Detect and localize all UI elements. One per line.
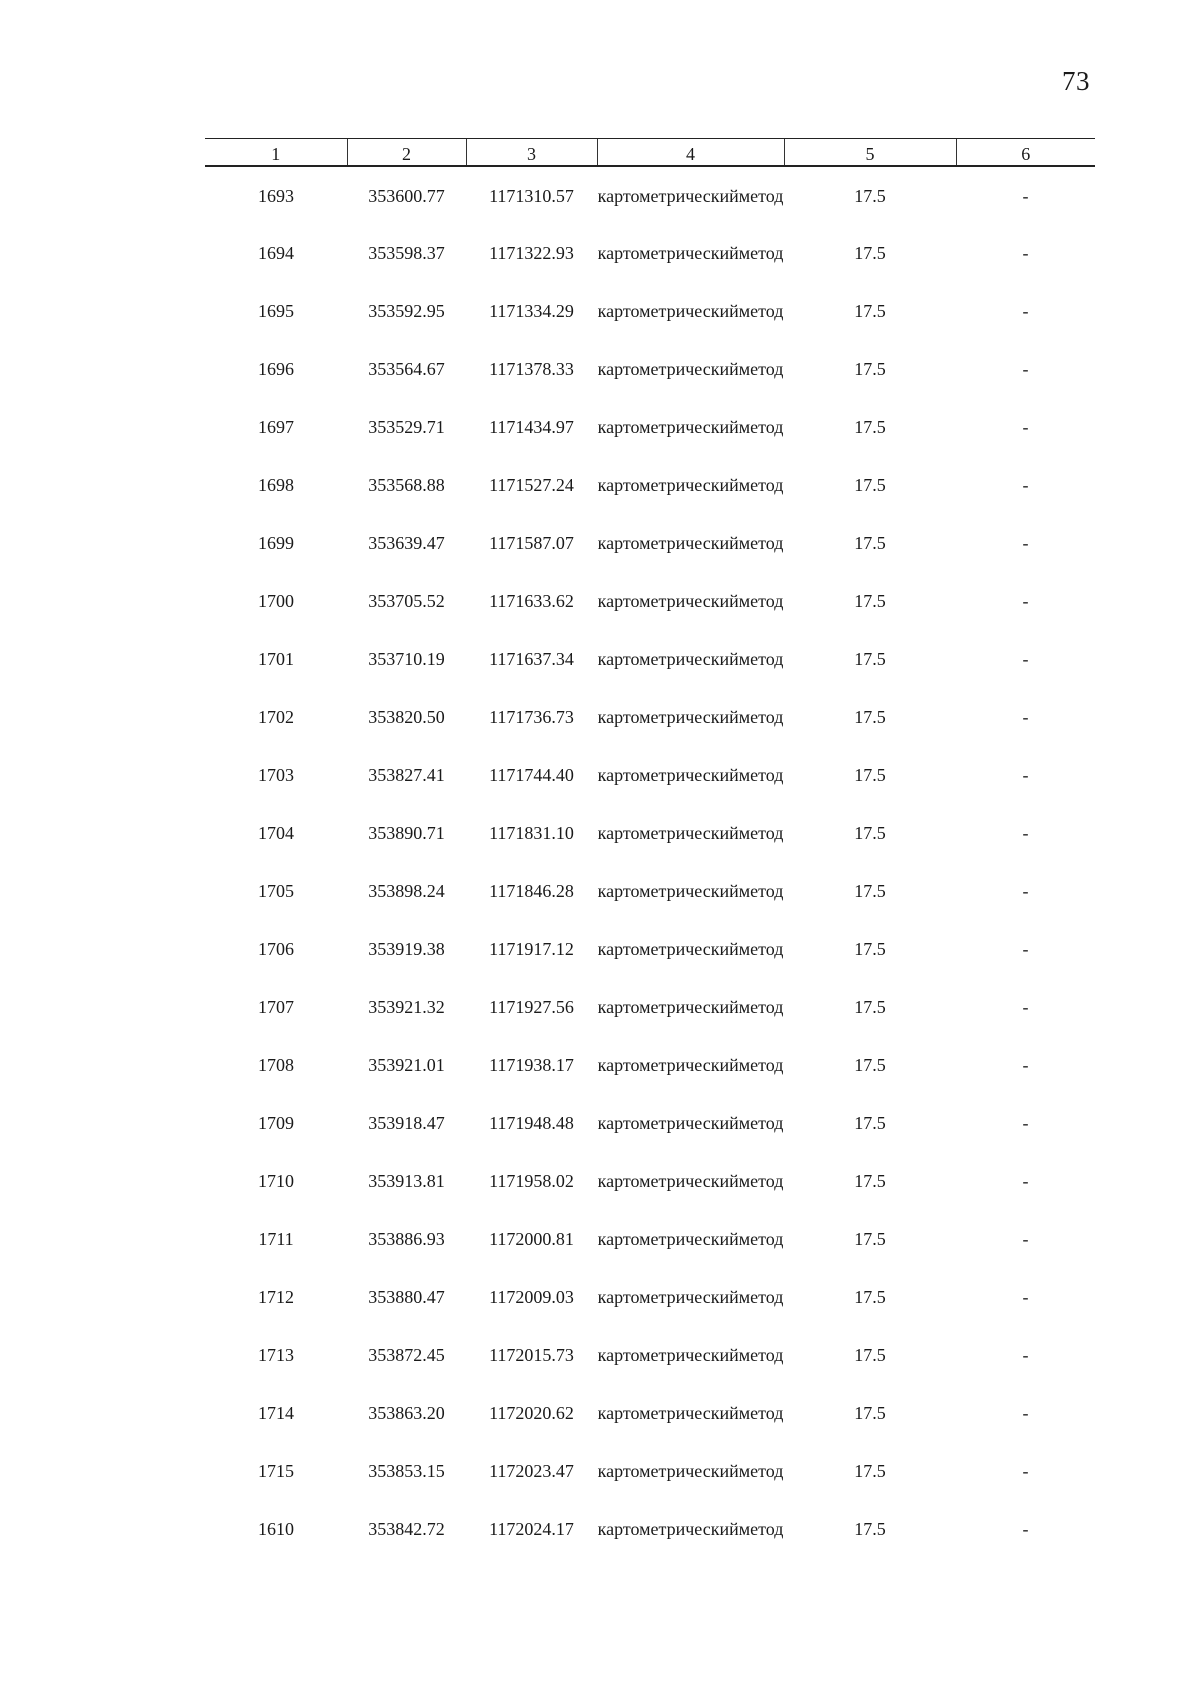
- method-cell: [597, 938, 784, 996]
- note-cell: -: [1022, 881, 1029, 901]
- x-coordinate-cell: 353898.24: [368, 881, 445, 901]
- table-row: [205, 1344, 1095, 1402]
- note-cell: -: [1022, 1229, 1029, 1249]
- accuracy-cell: 17.5: [854, 591, 886, 611]
- y-coordinate-cell: 1171736.73: [489, 707, 574, 727]
- note-cell: -: [1022, 1461, 1029, 1481]
- x-coordinate-cell: 353529.71: [368, 417, 445, 437]
- point-number-cell: 1703: [258, 765, 294, 785]
- table-row: [205, 474, 1095, 532]
- table-row: [205, 706, 1095, 764]
- y-coordinate-cell: 1171334.29: [489, 301, 574, 321]
- accuracy-cell: 17.5: [854, 707, 886, 727]
- y-coordinate-cell: 1171310.57: [489, 186, 574, 206]
- x-coordinate-cell: 353886.93: [368, 1229, 445, 1249]
- note-cell: -: [1022, 1055, 1029, 1075]
- column-header-3: 3: [466, 139, 597, 167]
- method-line-1: картометрический: [597, 1113, 739, 1133]
- table-row: [205, 532, 1095, 590]
- table-row: [205, 1112, 1095, 1170]
- method-cell: [597, 1402, 784, 1460]
- x-coordinate-cell: 353921.32: [368, 997, 445, 1017]
- accuracy-cell: 17.5: [854, 881, 886, 901]
- accuracy-cell: 17.5: [854, 1229, 886, 1249]
- x-coordinate-cell: 353705.52: [368, 591, 445, 611]
- method-cell: [597, 1228, 784, 1286]
- method-line-2: метод: [738, 649, 784, 669]
- method-line-2: метод: [738, 243, 784, 263]
- y-coordinate-cell: 1171434.97: [489, 417, 574, 437]
- accuracy-cell: 17.5: [854, 765, 886, 785]
- table-row: [205, 996, 1095, 1054]
- method-cell: [597, 166, 784, 242]
- method-line-2: метод: [738, 707, 784, 727]
- accuracy-cell: 17.5: [854, 1113, 886, 1133]
- point-number-cell: 1610: [258, 1519, 294, 1539]
- point-number-cell: 1713: [258, 1345, 294, 1365]
- point-number-cell: 1693: [258, 186, 294, 206]
- method-line-2: метод: [738, 765, 784, 785]
- point-number-cell: 1700: [258, 591, 294, 611]
- point-number-cell: 1698: [258, 475, 294, 495]
- note-cell: -: [1022, 1171, 1029, 1191]
- method-cell: [597, 648, 784, 706]
- accuracy-cell: 17.5: [854, 1403, 886, 1423]
- method-cell: [597, 474, 784, 532]
- table-row: [205, 1170, 1095, 1228]
- method-cell: [597, 1344, 784, 1402]
- coordinates-table: [205, 138, 1095, 1576]
- y-coordinate-cell: 1171633.62: [489, 591, 574, 611]
- method-cell: [597, 1286, 784, 1344]
- method-line-1: картометрический: [597, 533, 739, 553]
- method-cell: [597, 416, 784, 474]
- note-cell: -: [1022, 707, 1029, 727]
- method-line-2: метод: [738, 301, 784, 321]
- method-line-1: картометрический: [597, 1055, 739, 1075]
- accuracy-cell: 17.5: [854, 1519, 886, 1539]
- y-coordinate-cell: 1171958.02: [489, 1171, 574, 1191]
- table-row: [205, 764, 1095, 822]
- table-row: [205, 242, 1095, 300]
- point-number-cell: 1697: [258, 417, 294, 437]
- accuracy-cell: 17.5: [854, 1171, 886, 1191]
- y-coordinate-cell: 1171927.56: [489, 997, 574, 1017]
- y-coordinate-cell: 1171637.34: [489, 649, 574, 669]
- method-cell: [597, 300, 784, 358]
- table-row: [205, 1054, 1095, 1112]
- method-line-1: картометрический: [597, 997, 739, 1017]
- x-coordinate-cell: 353639.47: [368, 533, 445, 553]
- point-number-cell: 1696: [258, 359, 294, 379]
- accuracy-cell: 17.5: [854, 939, 886, 959]
- x-coordinate-cell: 353921.01: [368, 1055, 445, 1075]
- note-cell: -: [1022, 301, 1029, 321]
- accuracy-cell: 17.5: [854, 533, 886, 553]
- note-cell: -: [1022, 243, 1029, 263]
- x-coordinate-cell: 353820.50: [368, 707, 445, 727]
- y-coordinate-cell: 1172020.62: [489, 1403, 574, 1423]
- x-coordinate-cell: 353710.19: [368, 649, 445, 669]
- method-cell: [597, 590, 784, 648]
- table-row: [205, 880, 1095, 938]
- table-header: [205, 139, 1095, 167]
- note-cell: -: [1022, 417, 1029, 437]
- method-line-1: картометрический: [597, 1403, 739, 1423]
- table-row: [205, 1460, 1095, 1518]
- x-coordinate-cell: 353880.47: [368, 1287, 445, 1307]
- point-number-cell: 1710: [258, 1171, 294, 1191]
- method-line-1: картометрический: [597, 881, 739, 901]
- table-row: [205, 1402, 1095, 1460]
- method-line-2: метод: [738, 1345, 784, 1365]
- method-line-1: картометрический: [597, 707, 739, 727]
- method-cell: [597, 532, 784, 590]
- method-line-2: метод: [738, 1287, 784, 1307]
- accuracy-cell: 17.5: [854, 997, 886, 1017]
- table-row: [205, 590, 1095, 648]
- note-cell: -: [1022, 765, 1029, 785]
- header-row: [205, 139, 1095, 167]
- y-coordinate-cell: 1172024.17: [489, 1519, 574, 1539]
- coordinates-table-container: [205, 138, 1095, 1576]
- accuracy-cell: 17.5: [854, 1461, 886, 1481]
- x-coordinate-cell: 353918.47: [368, 1113, 445, 1133]
- y-coordinate-cell: 1172000.81: [489, 1229, 574, 1249]
- note-cell: -: [1022, 649, 1029, 669]
- note-cell: -: [1022, 1345, 1029, 1365]
- point-number-cell: 1708: [258, 1055, 294, 1075]
- accuracy-cell: 17.5: [854, 1055, 886, 1075]
- column-header-6: 6: [956, 139, 1095, 167]
- method-line-2: метод: [738, 417, 784, 437]
- accuracy-cell: 17.5: [854, 417, 886, 437]
- method-line-2: метод: [738, 1171, 784, 1191]
- point-number-cell: 1704: [258, 823, 294, 843]
- accuracy-cell: 17.5: [854, 1345, 886, 1365]
- point-number-cell: 1702: [258, 707, 294, 727]
- table-row: [205, 166, 1095, 242]
- table-row: [205, 1518, 1095, 1576]
- y-coordinate-cell: 1171587.07: [489, 533, 574, 553]
- table-row: [205, 648, 1095, 706]
- y-coordinate-cell: 1171938.17: [489, 1055, 574, 1075]
- method-cell: [597, 1518, 784, 1576]
- point-number-cell: 1709: [258, 1113, 294, 1133]
- method-line-1: картометрический: [597, 359, 739, 379]
- y-coordinate-cell: 1171831.10: [489, 823, 574, 843]
- method-line-2: метод: [738, 475, 784, 495]
- method-line-2: метод: [738, 359, 784, 379]
- x-coordinate-cell: 353863.20: [368, 1403, 445, 1423]
- note-cell: -: [1022, 939, 1029, 959]
- x-coordinate-cell: 353592.95: [368, 301, 445, 321]
- point-number-cell: 1715: [258, 1461, 294, 1481]
- method-line-1: картометрический: [597, 475, 739, 495]
- point-number-cell: 1699: [258, 533, 294, 553]
- y-coordinate-cell: 1172015.73: [489, 1345, 574, 1365]
- method-line-2: метод: [738, 1055, 784, 1075]
- note-cell: -: [1022, 1287, 1029, 1307]
- method-line-1: картометрический: [597, 1171, 739, 1191]
- x-coordinate-cell: 353600.77: [368, 186, 445, 206]
- method-line-1: картометрический: [597, 186, 739, 206]
- method-cell: [597, 764, 784, 822]
- note-cell: -: [1022, 533, 1029, 553]
- method-line-2: метод: [738, 533, 784, 553]
- point-number-cell: 1695: [258, 301, 294, 321]
- y-coordinate-cell: 1171917.12: [489, 939, 574, 959]
- method-line-1: картометрический: [597, 417, 739, 437]
- point-number-cell: 1711: [258, 1229, 294, 1249]
- x-coordinate-cell: 353827.41: [368, 765, 445, 785]
- y-coordinate-cell: 1171527.24: [489, 475, 574, 495]
- table-row: [205, 300, 1095, 358]
- method-line-1: картометрический: [597, 823, 739, 843]
- page-number: 73: [1062, 66, 1090, 96]
- method-line-1: картометрический: [597, 1229, 739, 1249]
- method-line-2: метод: [738, 591, 784, 611]
- y-coordinate-cell: 1171744.40: [489, 765, 574, 785]
- x-coordinate-cell: 353872.45: [368, 1345, 445, 1365]
- y-coordinate-cell: 1171322.93: [489, 243, 574, 263]
- note-cell: -: [1022, 186, 1029, 206]
- method-line-2: метод: [738, 1113, 784, 1133]
- table-row: [205, 1286, 1095, 1344]
- point-number-cell: 1706: [258, 939, 294, 959]
- x-coordinate-cell: 353598.37: [368, 243, 445, 263]
- method-cell: [597, 706, 784, 764]
- method-line-2: метод: [738, 1461, 784, 1481]
- method-line-2: метод: [738, 939, 784, 959]
- note-cell: -: [1022, 591, 1029, 611]
- method-cell: [597, 996, 784, 1054]
- note-cell: -: [1022, 823, 1029, 843]
- note-cell: -: [1022, 1519, 1029, 1539]
- method-cell: [597, 1054, 784, 1112]
- method-line-2: метод: [738, 1519, 784, 1539]
- column-header-1: 1: [205, 139, 347, 167]
- point-number-cell: 1701: [258, 649, 294, 669]
- method-cell: [597, 1460, 784, 1518]
- x-coordinate-cell: 353568.88: [368, 475, 445, 495]
- method-line-2: метод: [738, 881, 784, 901]
- method-line-2: метод: [738, 997, 784, 1017]
- point-number-cell: 1714: [258, 1403, 294, 1423]
- table-row: [205, 1228, 1095, 1286]
- method-line-1: картометрический: [597, 1287, 739, 1307]
- method-cell: [597, 1112, 784, 1170]
- x-coordinate-cell: 353564.67: [368, 359, 445, 379]
- accuracy-cell: 17.5: [854, 1287, 886, 1307]
- method-line-1: картометрический: [597, 591, 739, 611]
- column-header-2: 2: [347, 139, 466, 167]
- x-coordinate-cell: 353913.81: [368, 1171, 445, 1191]
- point-number-cell: 1712: [258, 1287, 294, 1307]
- y-coordinate-cell: 1172009.03: [489, 1287, 574, 1307]
- method-line-1: картометрический: [597, 765, 739, 785]
- table-body: [205, 166, 1095, 1576]
- method-line-1: картометрический: [597, 243, 739, 263]
- x-coordinate-cell: 353919.38: [368, 939, 445, 959]
- accuracy-cell: 17.5: [854, 823, 886, 843]
- point-number-cell: 1705: [258, 881, 294, 901]
- accuracy-cell: 17.5: [854, 649, 886, 669]
- table-row: [205, 416, 1095, 474]
- method-cell: [597, 822, 784, 880]
- table-row: [205, 822, 1095, 880]
- method-cell: [597, 1170, 784, 1228]
- point-number-cell: 1707: [258, 997, 294, 1017]
- accuracy-cell: 17.5: [854, 301, 886, 321]
- x-coordinate-cell: 353853.15: [368, 1461, 445, 1481]
- method-cell: [597, 242, 784, 300]
- x-coordinate-cell: 353842.72: [368, 1519, 445, 1539]
- accuracy-cell: 17.5: [854, 186, 886, 206]
- y-coordinate-cell: 1171948.48: [489, 1113, 574, 1133]
- accuracy-cell: 17.5: [854, 475, 886, 495]
- method-line-2: метод: [738, 186, 784, 206]
- column-header-4: 4: [597, 139, 784, 167]
- accuracy-cell: 17.5: [854, 243, 886, 263]
- accuracy-cell: 17.5: [854, 359, 886, 379]
- point-number-cell: 1694: [258, 243, 294, 263]
- table-row: [205, 358, 1095, 416]
- note-cell: -: [1022, 1403, 1029, 1423]
- method-cell: [597, 880, 784, 938]
- method-line-2: метод: [738, 1403, 784, 1423]
- method-line-1: картометрический: [597, 649, 739, 669]
- method-line-2: метод: [738, 823, 784, 843]
- note-cell: -: [1022, 475, 1029, 495]
- y-coordinate-cell: 1171846.28: [489, 881, 574, 901]
- method-cell: [597, 358, 784, 416]
- column-header-5: 5: [784, 139, 956, 167]
- method-line-1: картометрический: [597, 1345, 739, 1365]
- method-line-2: метод: [738, 1229, 784, 1249]
- method-line-1: картометрический: [597, 301, 739, 321]
- y-coordinate-cell: 1172023.47: [489, 1461, 574, 1481]
- note-cell: -: [1022, 997, 1029, 1017]
- y-coordinate-cell: 1171378.33: [489, 359, 574, 379]
- note-cell: -: [1022, 359, 1029, 379]
- method-line-1: картометрический: [597, 1519, 739, 1539]
- table-row: [205, 938, 1095, 996]
- x-coordinate-cell: 353890.71: [368, 823, 445, 843]
- method-line-1: картометрический: [597, 1461, 739, 1481]
- method-line-1: картометрический: [597, 939, 739, 959]
- note-cell: -: [1022, 1113, 1029, 1133]
